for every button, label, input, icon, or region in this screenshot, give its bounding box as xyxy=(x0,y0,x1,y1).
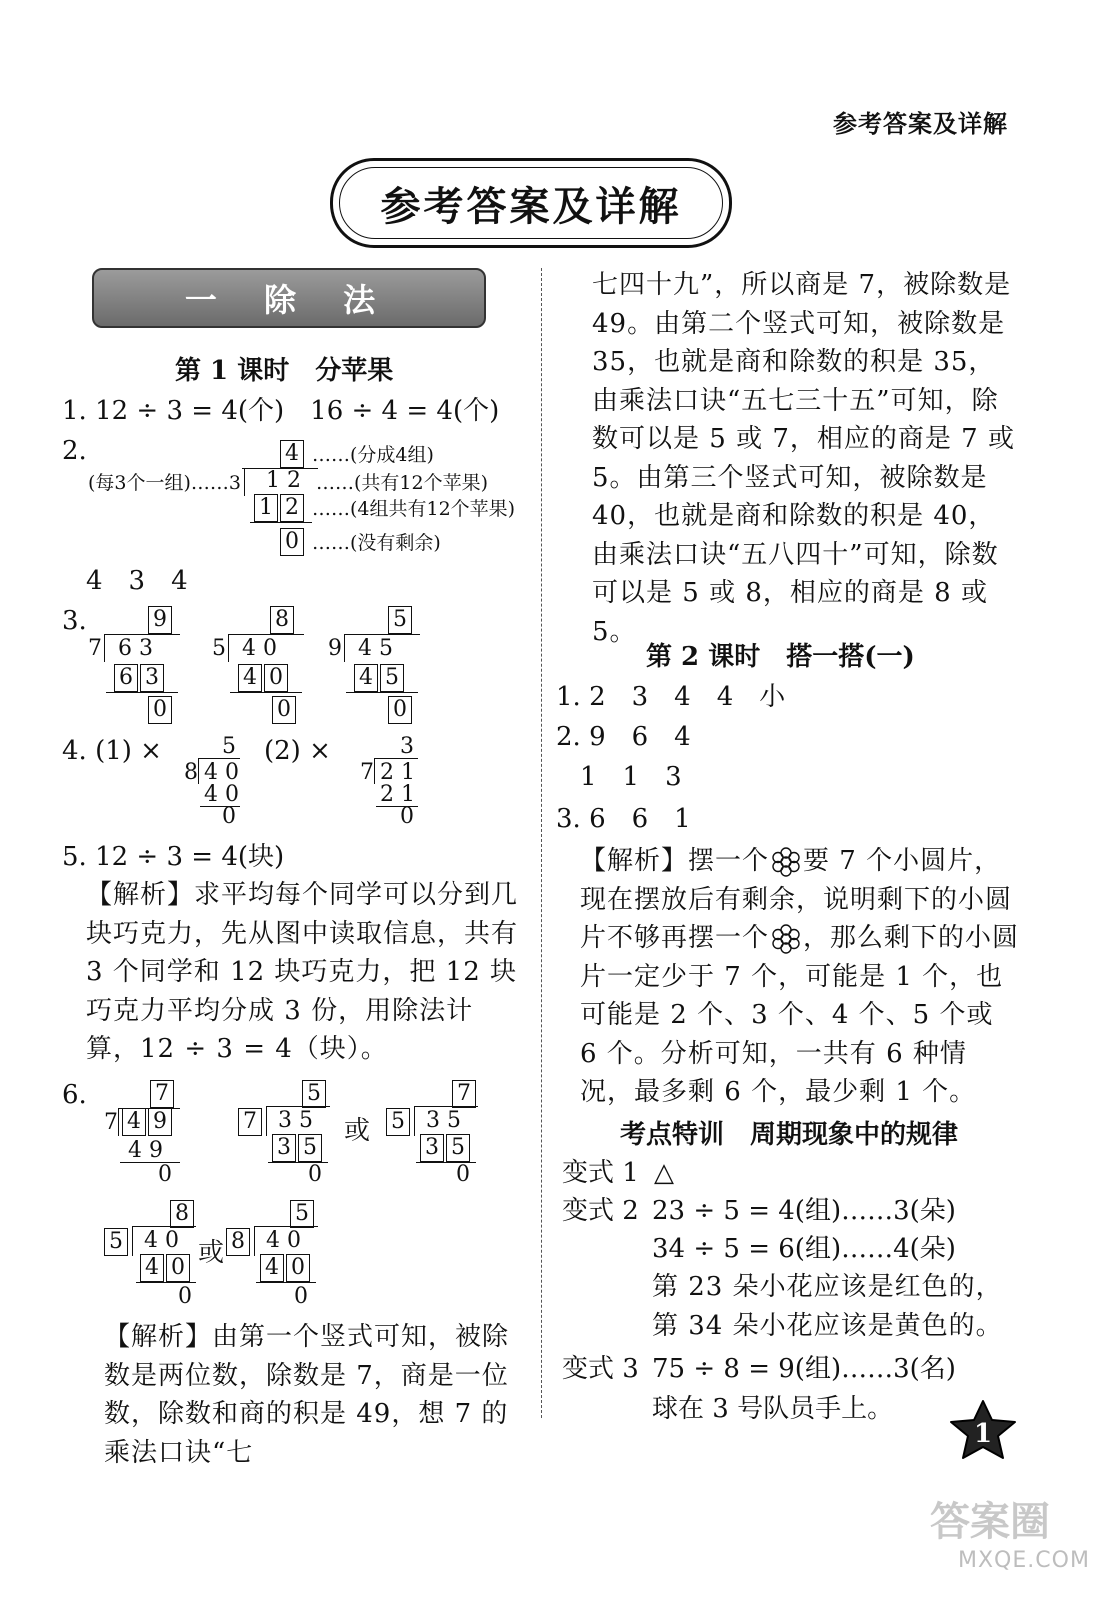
q6-div2-rem: 0 xyxy=(308,1162,322,1187)
q6-div5-divisor: 8 xyxy=(226,1228,252,1256)
column-divider xyxy=(541,268,542,1418)
q2-left-note: (每3个一组)……3 xyxy=(88,472,242,494)
q2-note4: ……(没有剩余) xyxy=(312,532,441,554)
lesson2-a3: 3. 6 6 1 xyxy=(556,804,691,834)
q6-div1-rem: 0 xyxy=(158,1162,172,1187)
variant2-label: 变式 2 xyxy=(562,1196,639,1226)
q3-div2-quotient: 8 xyxy=(270,606,296,634)
page-number: 1 xyxy=(973,1419,993,1449)
q5-analysis: 【解析】求平均每个同学可以分到几块巧克力，先从图中读取信息，共有 3 个同学和 12 块巧克力，把 12 块巧克力平均分成 3 份，用除法计算，12 ÷ 3 = 4（块）。 xyxy=(86,880,519,1064)
q6-div2-quotient: 5 xyxy=(302,1080,328,1108)
lesson2-a2: 2. 9 6 4 xyxy=(556,722,691,752)
q6-div3-divisor: 5 xyxy=(386,1108,412,1136)
q4-div1-divisor: 8 xyxy=(184,760,198,785)
q4-part1: 4. (1) × xyxy=(62,736,162,766)
q6-div3-rem: 0 xyxy=(456,1162,470,1187)
q6-analysis-continued: 七四十九”，所以商是 7，被除数是 49。由第二个竖式可知，被除数是 35，也就是商和除数的积是 35，由乘法口诀“五七三十五”可知，除数可以是 5 或 7，相应的商是 7 或 5。由第三个竖式可知，被除数是 40，也就是商和除数的积是 40，由乘法口诀“五八四十”可知，除数可以是 5 或 8，相应的商是 8 或 5。 xyxy=(592,270,1015,647)
q6-analysis: 【解析】由第一个竖式可知，被除数是两位数，除数是 7，商是一位数，除数和商的积是 49，想 7 的乘法口诀“七 xyxy=(104,1322,510,1468)
or-text-2: 或 xyxy=(198,1238,225,1268)
q3-div1-rem: 0 xyxy=(148,696,174,724)
q6-div5-product: 4 0 xyxy=(260,1254,312,1282)
q6-div2-dividend: 3 5 xyxy=(278,1108,313,1133)
q4-part2: (2) × xyxy=(264,736,331,766)
q3-div1-product: 6 3 xyxy=(114,664,166,692)
variant2-line1: 23 ÷ 5 = 4(组)……3(朵) xyxy=(652,1196,956,1226)
q6-div5-quotient: 5 xyxy=(290,1200,316,1228)
variant1-answer: △ xyxy=(654,1158,674,1188)
watermark-url: MXQE.COM xyxy=(958,1548,1090,1573)
variant3-line2: 球在 3 号队员手上。 xyxy=(652,1394,894,1424)
q3-div2-dividend: 4 0 xyxy=(242,636,277,661)
lesson2-a2b: 1 1 3 xyxy=(580,762,682,792)
variant1-label: 变式 1 xyxy=(562,1158,639,1188)
flower-icon xyxy=(769,847,803,877)
watermark-logo: 答案圈 xyxy=(930,1499,1050,1545)
q6-div1-dividend: 4 9 xyxy=(122,1108,174,1136)
variant2-line2: 34 ÷ 5 = 6(组)……4(朵) xyxy=(652,1234,956,1264)
q6-div2-divisor: 7 xyxy=(238,1108,264,1136)
unit-title: 一 除 法 xyxy=(184,281,394,319)
q3-div3-dividend: 4 5 xyxy=(358,636,393,661)
q6-div4-rem: 0 xyxy=(178,1284,192,1309)
q6-div2-product: 3 5 xyxy=(272,1134,324,1162)
q6-label: 6. xyxy=(62,1080,87,1110)
q3-label: 3. xyxy=(62,606,87,636)
q3-div2-product: 4 0 xyxy=(238,664,290,692)
lesson2-title: 第 2 课时 搭一搭(一) xyxy=(646,642,915,672)
q2-note2: ……(共有12个苹果) xyxy=(316,472,489,494)
or-text-1: 或 xyxy=(344,1116,371,1146)
q3-div3-product: 4 5 xyxy=(354,664,406,692)
q2-note3: ……(4组共有12个苹果) xyxy=(312,498,516,520)
q6-div4-product: 4 0 xyxy=(140,1254,192,1282)
q6-div3-quotient: 7 xyxy=(452,1080,478,1108)
unit-band xyxy=(92,268,486,328)
q3-div2-rem: 0 xyxy=(272,696,298,724)
q6-div1-product: 4 9 xyxy=(128,1138,163,1163)
q6-div5-rem: 0 xyxy=(294,1284,308,1309)
q6-div1-divisor: 7 xyxy=(104,1110,118,1135)
q4-div1-product: 4 0 xyxy=(204,782,239,807)
q6-div1-quotient: 7 xyxy=(150,1080,176,1108)
q3-div1-divisor: 7 xyxy=(88,636,102,661)
q4-div2-divisor: 7 xyxy=(360,760,374,785)
q3-div3-rem: 0 xyxy=(388,696,414,724)
running-header: 参考答案及详解 xyxy=(833,109,1008,138)
variant3-line1: 75 ÷ 8 = 9(组)……3(名) xyxy=(652,1354,956,1384)
q2-label: 2. xyxy=(62,436,87,466)
special-training-title: 考点特训 周期现象中的规律 xyxy=(620,1120,959,1150)
q3-div3-quotient: 5 xyxy=(388,606,414,634)
q2-row: 4 3 4 xyxy=(86,566,188,596)
q3-div1-quotient: 9 xyxy=(148,606,174,634)
lesson2-a3-analysis: 【解析】摆一个 要 7 个小圆片，现在摆放后有剩余，说明剩下的小圆片不够再摆一个 ，那么剩下的小圆片一定少于 7 个，可能是 1 个，也可能是 2 个、3 个、4 个、5 个或 6 个。分析可知，一共有 6 种情况，最多剩 6 个，最少剩 1 个。 xyxy=(580,846,1020,1107)
flower-icon xyxy=(769,924,803,954)
lesson2-a1: 1. 2 3 4 4 小 xyxy=(556,682,786,712)
q1-answer: 1. 12 ÷ 3 = 4(个) 16 ÷ 4 = 4(个) xyxy=(62,396,500,426)
q6-div3-product: 3 5 xyxy=(420,1134,472,1162)
q6-div4-dividend: 4 0 xyxy=(144,1228,179,1253)
page-title-box xyxy=(330,158,732,248)
q4-div1-dividend: 4 0 xyxy=(204,760,239,785)
q4-div2-dividend: 2 1 xyxy=(380,760,415,785)
page-title: 参考答案及详解 xyxy=(380,182,682,230)
page-number-badge xyxy=(945,1398,1021,1464)
q5-answer: 5. 12 ÷ 3 = 4(块) xyxy=(62,842,285,872)
q2-dividend: 1 2 xyxy=(266,468,301,493)
q2-note1: ……(分成4组) xyxy=(312,444,434,466)
q4-div1-quotient: 5 xyxy=(222,734,236,759)
q4-div1-rem: 0 xyxy=(222,804,236,829)
q6-div3-dividend: 3 5 xyxy=(426,1108,461,1133)
q2-product: 1 2 xyxy=(254,494,306,522)
lesson1-title: 第 1 课时 分苹果 xyxy=(175,356,394,386)
q3-div1-dividend: 6 3 xyxy=(118,636,153,661)
variant2-conclusion: 第 23 朵小花应该是红色的，第 34 朵小花应该是黄色的。 xyxy=(652,1272,1003,1341)
q2-quotient-box: 4 xyxy=(280,440,306,468)
q3-div2-divisor: 5 xyxy=(212,636,226,661)
q6-div4-quotient: 8 xyxy=(170,1200,196,1228)
q3-div3-divisor: 9 xyxy=(328,636,342,661)
q4-div2-quotient: 3 xyxy=(400,734,414,759)
variant3-label: 变式 3 xyxy=(562,1354,639,1384)
q4-div2-rem: 0 xyxy=(400,804,414,829)
q6-div5-dividend: 4 0 xyxy=(266,1228,301,1253)
q4-div2-product: 2 1 xyxy=(380,782,415,807)
q2-remainder: 0 xyxy=(280,528,306,556)
q6-div4-divisor: 5 xyxy=(104,1228,130,1256)
